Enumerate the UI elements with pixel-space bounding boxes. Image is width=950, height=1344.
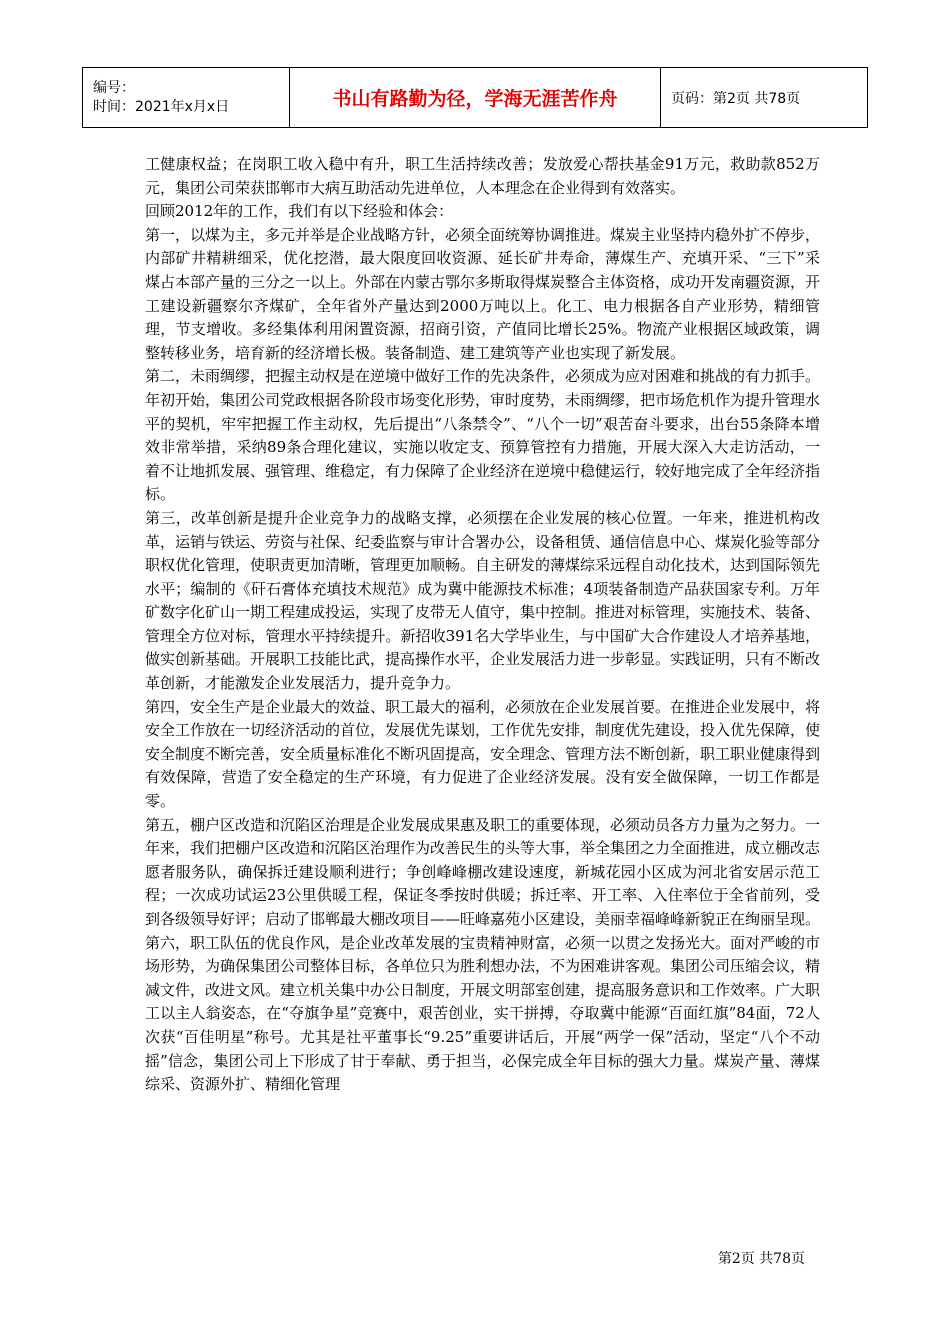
paragraph: 工健康权益；在岗职工收入稳中有升，职工生活持续改善；发放爱心帮扶基金91万元，救助款852万元，集团公司荣获邯郸市大病互助活动先进单位，人本理念在企业得到有效落实。	[145, 155, 820, 197]
paragraph: 第三，改革创新是提升企业竞争力的战略支撑，必须摆在企业发展的核心位置。一年来，推进机构改革，运销与铁运、劳资与社保、纪委监察与审计合署办公，设备租赁、通信信息中心、煤炭化验等部分职权优化管理，使职责更加清晰，管理更加顺畅。自主研发的薄煤综采远程自动化技术，达到国际领先水平；编制的《矸石膏体充填技术规范》成为冀中能源技术标准；4项装备制造产品获国家专利。万年矿数字化矿山一期工程建成投运，实现了皮带无人值守，集中控制。推进对标管理，实施技术、装备、管理全方位对标，管理水平持续提升。新招收391名大学毕业生，与中国矿大合作建设人才培养基地，做实创新基础。开展职工技能比武，提高操作水平，企业发展活力进一步彰显。实践证明，只有不断改革创新，才能激发企业发展活力，提升竞争力。	[145, 508, 821, 693]
paragraph: 第一，以煤为主，多元并举是企业战略方针，必须全面统筹协调推进。煤炭主业坚持内稳外扩不停步，内部矿井精耕细采，优化挖潜，最大限度回收资源、延长矿井寿命，薄煤生产、充填开采、“三下”采煤占本部产量的三分之一以上。外部在内蒙古鄂尔多斯取得煤炭整合主体资格，成功开发南疆资源，开工建设新疆察尔齐煤矿，全年省外产量达到2000万吨以上。化工、电力根据各自产业形势，精细管理，节支增收。多经集体利用闲置资源，招商引资，产值同比增长25%。物流产业根据区域政策，调整转移业务，培育新的经济增长极。装备制造、建工建筑等产业也实现了新发展。	[145, 225, 821, 362]
header-motto: 书山有路勤为径，学海无涯苦作舟	[290, 68, 661, 128]
document-body	[145, 153, 820, 1097]
header-page-label: 页码：第2页 共78页	[661, 68, 868, 128]
page-footer: 第2页 共78页	[717, 1251, 805, 1267]
document-number-label: 编号：	[93, 79, 135, 96]
document-date-label: 时间：2021年x月x日	[93, 98, 230, 115]
paragraph: 第五，棚户区改造和沉陷区治理是企业发展成果惠及职工的重要体现，必须动员各方力量为之努力。一年来，我们把棚户区改造和沉陷区治理作为改善民生的头等大事，举全集团之力全面推进，成立棚改志愿者服务队，确保拆迁建设顺利进行；争创峰峰棚改建设速度，新城花园小区成为河北省安居示范工程；一次成功试运23公里供暖工程，保证冬季按时供暖；拆迁率、开工率、入住率位于全省前列，受到各级领导好评；启动了邯郸最大棚改项目——旺峰嘉苑小区建设，美丽幸福峰峰新貌正在绚丽呈现。	[145, 815, 821, 928]
paragraph: 回顾2012年的工作，我们有以下经验和体会：	[145, 202, 454, 221]
paragraph: 第二，未雨绸缪，把握主动权是在逆境中做好工作的先决条件，必须成为应对困难和挑战的有力抓手。年初开始，集团公司党政根据各阶段市场变化形势，审时度势，未雨绸缪，把市场危机作为提升管理水平的契机，牢牢把握工作主动权，先后提出“八条禁令”、“八个一切”艰苦奋斗要求，出台55条降本增效非常举措，采纳89条合理化建议，实施以收定支、预算管控有力措施，开展大深入大走访活动，一着不让地抓发展、强管理、维稳定，有力保障了企业经济在逆境中稳健运行，较好地完成了全年经济指标。	[145, 367, 821, 504]
document-header	[82, 67, 868, 128]
paragraph: 第四，安全生产是企业最大的效益、职工最大的福利，必须放在企业发展首要。在推进企业发展中，将安全工作放在一切经济活动的首位，发展优先谋划，工作优先安排，制度优先建设，投入优先保障，使安全制度不断完善，安全质量标准化不断巩固提高，安全理念、管理方法不断创新，职工职业健康得到有效保障，营造了安全稳定的生产环境，有力促进了企业经济发展。没有安全做保障，一切工作都是零。	[145, 697, 821, 811]
paragraph: 第六，职工队伍的优良作风，是企业改革发展的宝贵精神财富，必须一以贯之发扬光大。面对严峻的市场形势，为确保集团公司整体目标，各单位只为胜利想办法，不为困难讲客观。集团公司压缩会议，精减文件，改进文风。建立机关集中办公日制度，开展文明部室创建，提高服务意识和工作效率。广大职工以主人翁姿态，在“夺旗争星”竞赛中，艰苦创业，实干拼搏，夺取冀中能源“百面红旗”84面，72人次获“百佳明星”称号。尤其是社平董事长“9.25”重要讲话后，开展“两学一保”活动，坚定“八个不动摇”信念，集团公司上下形成了甘于奉献、勇于担当，必保完成全年目标的强大力量。煤炭产量、薄煤综采、资源外扩、精细化管理	[145, 933, 821, 1094]
header-meta-cell	[83, 68, 290, 128]
